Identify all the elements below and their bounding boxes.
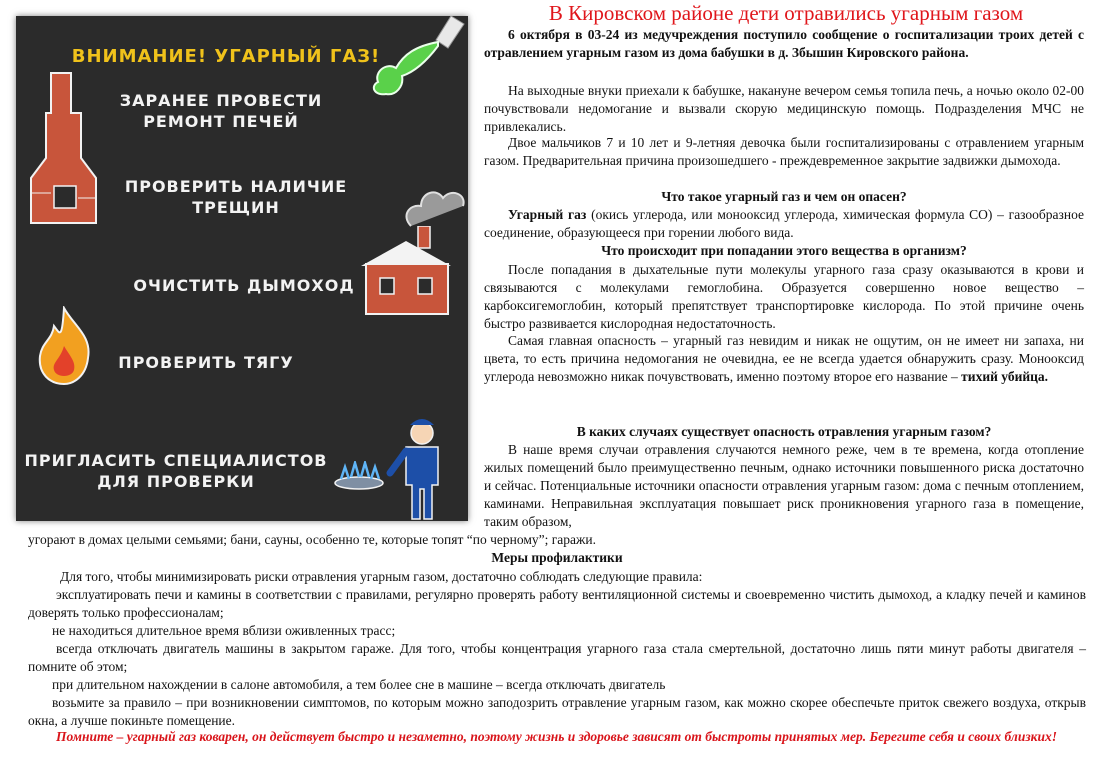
poster-item-1-line2: РЕМОНТ ПЕЧЕЙ — [143, 112, 299, 131]
poster-item-2 — [106, 176, 366, 218]
article-paragraph-1-text: На выходные внуки приехали к бабушке, накануне вечером семья топила печь, а ночью около 02-00 почувствовали недомогание и вызвали скорую медицинскую помощь. Подразделения МЧС не привлекались. — [484, 83, 1084, 134]
article-paragraph-3-text: (окись углерода, или монооксид углерода, химическая формула СО) – газообразное соединение, образующееся при горении любого вида. — [484, 207, 1085, 240]
rule-4: при длительном нахождении в салоне автомобиля, а тем более сне в машине – всегда отключать двигатель — [52, 677, 666, 692]
section-heading-prevention: Меры профилактики — [491, 550, 623, 565]
flame-icon — [34, 306, 94, 386]
article-paragraph-5-text: Самая главная опасность – угарный газ невидим и никак не ощутим, он не имеет ни запаха, ни цвета, то есть причина недомогания не очевидна, ее не всегда удается обнаружить сразу. Монооксид углерода невозможно никак почувствовать, именно поэтому второе его название – — [484, 333, 1084, 384]
poster-item-5 — [16, 450, 336, 492]
article-paragraph-5 — [484, 332, 1084, 386]
term-carbon-monoxide: Угарный газ — [508, 207, 587, 222]
rule-1: эксплуатировать печи и камины в соответствии с правилами, регулярно проверять работу вентиляционной системы и своевременно чистить дымоход, а кладку печей и каминов доверять только профессионалам; — [28, 587, 1086, 620]
article-paragraph-4 — [484, 261, 1084, 333]
article-paragraph-4-text: После попадания в дыхательные пути молекулы угарного газа сразу оказываются в крови и связываются с молекулами гемоглобина. Образуется совершенно новое вещество – карбоксигемоглобин, который препятствует транспортировке кислорода. По этой причине очень быстро развивается кислородная недостаточность. — [484, 262, 1084, 331]
stove-icon — [26, 68, 106, 228]
spray-icon — [356, 16, 468, 96]
house-icon — [356, 226, 456, 316]
poster-item-5-line2: ДЛЯ ПРОВЕРКИ — [97, 472, 255, 491]
poster-item-4 — [96, 352, 316, 373]
poster-item-1 — [96, 90, 346, 132]
poster-item-4-line1: ПРОВЕРИТЬ ТЯГУ — [118, 353, 294, 372]
article-paragraph-2 — [484, 134, 1084, 170]
rule-3: всегда отключать двигатель машины в закрытом гараже. Для того, чтобы концентрация угарного газа стала смертельной, достаточно лишь пяти минут работы двигателя – помните об этом; — [28, 641, 1086, 674]
rules-intro: Для того, чтобы минимизировать риски отравления угарным газом, достаточно соблюдать следующие правила: — [60, 569, 703, 584]
worker-icon — [386, 411, 456, 521]
article-lead — [484, 26, 1084, 62]
poster-item-3-line1: ОЧИСТИТЬ ДЫМОХОД — [133, 276, 355, 295]
gas-burner-icon — [331, 461, 387, 491]
article-lead-text: 6 октября в 03-24 из медучреждения поступило сообщение о госпитализации троих детей с отравлением угарным газом из дома бабушки в д. Збышин Кировского района. — [484, 27, 1084, 60]
article-paragraph-6-text: В наше время случаи отравления случаются немного реже, чем в те времена, когда отопление жилых помещений было преимущественно печным, однако источники повышенного риска достаточно и сейчас. Потенциальные источники опасности отравления угарным газом: дома с печным отоплением, каминами. Неправильная эксплуатация повышает риск проникновения угарного газа в помещение, таким образом, — [484, 442, 1084, 529]
safety-poster — [16, 16, 468, 521]
section-heading-2: Что происходит при попадании этого вещества в организм? — [601, 243, 967, 258]
silent-killer-term: тихий убийца. — [961, 369, 1049, 384]
article-paragraph-2-text: Двое мальчиков 7 и 10 лет и 9-летняя девочка были госпитализированы с отравлением угарным газом. Предварительная причина произошедшего - преждевременное закрытие задвижки дымохода. — [484, 135, 1084, 168]
poster-item-2-line1: ПРОВЕРИТЬ НАЛИЧИЕ — [124, 177, 348, 196]
poster-item-2-line2: ТРЕЩИН — [192, 198, 280, 217]
poster-item-5-line1: ПРИГЛАСИТЬ СПЕЦИАЛИСТОВ — [24, 451, 328, 470]
article-paragraph-3 — [484, 206, 1084, 242]
article-paragraph-1 — [484, 82, 1084, 136]
poster-title: ВНИМАНИЕ! УГАРНЫЙ ГАЗ! — [71, 46, 381, 67]
section-heading-1: Что такое угарный газ и чем он опасен? — [661, 189, 907, 204]
rule-2: не находиться длительное время вблизи оживленных трасс; — [52, 623, 396, 638]
article-paragraph-6-continued: угорают в домах целыми семьями; бани, сауны, особенно те, которые топят “по черному”; гаражи. — [28, 532, 596, 547]
section-heading-3: В каких случаях существует опасность отравления угарным газом? — [576, 424, 992, 439]
poster-item-3 — [124, 275, 364, 296]
rule-5: возьмите за правило – при возникновении симптомов, по которым можно заподозрить отравление угарным газом, как можно скорее обеспечьте приток свежего воздуха, открыв окна, а лучше покиньте помещение. — [28, 695, 1086, 728]
article-headline: В Кировском районе дети отравились угарным газом — [548, 1, 1024, 25]
closing-warning: Помните – угарный газ коварен, он действует быстро и незаметно, поэтому жизнь и здоровье зависят от быстроты принятых мер. Берегите себя и своих близких! — [56, 729, 1057, 744]
article-paragraph-6 — [484, 441, 1084, 531]
poster-item-1-line1: ЗАРАНЕЕ ПРОВЕСТИ — [119, 91, 323, 110]
